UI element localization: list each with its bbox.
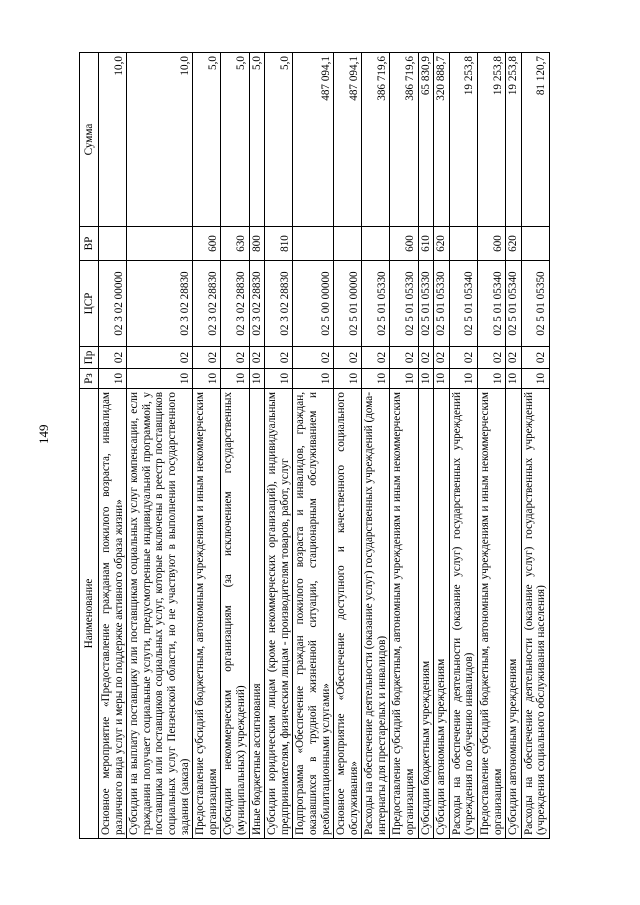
table-row (99, 53, 127, 839)
cell-rz: 10 (193, 369, 221, 389)
cell-name: Предоставление субсидий бюджетным, автономным учреждениям и иным некоммерческим организациям (478, 389, 506, 839)
cell-csr: 02 5 01 05330 (362, 261, 390, 347)
cell-csr: 02 5 01 05340 (506, 261, 522, 347)
cell-rz: 10 (390, 369, 418, 389)
cell-sum: 487 094,1 (293, 53, 334, 227)
cell-name: Подпрограмма «Обеспечение граждан пожилого возраста и инвалидов, граждан, оказавшихся в трудной жизненной ситуации, стационарным обслуживанием и реабилитационными услугами» (293, 389, 334, 839)
cell-name: Иные бюджетные ассигнования (249, 389, 265, 839)
cell-pr: 02 (127, 347, 193, 369)
cell-rz: 10 (362, 369, 390, 389)
cell-sum: 386 719,6 (390, 53, 418, 227)
cell-rz: 10 (334, 369, 362, 389)
header-row (80, 53, 99, 839)
cell-sum: 81 120,7 (521, 53, 549, 227)
cell-name: Субсидии на выплату поставщику или поставщикам социальных услуг компенсации, если гражданин получает социальные услуги, предусмотренные индивидуальной программой, у поставщика или поставщиков социальных услуг, которые включены в реестр поставщиков социальных услуг Пензенской области, но не участвуют в выполнении государственного задания (заказа) (127, 389, 193, 839)
cell-name: Расходы на обеспечение деятельности (оказание услуг) государственных учреждений (учреждения социального обслуживания населения) (521, 389, 549, 839)
cell-name: Субсидии автономным учреждениям (506, 389, 522, 839)
cell-csr: 02 5 01 05330 (418, 261, 434, 347)
cell-vr: 600 (193, 227, 221, 261)
cell-vr: 600 (478, 227, 506, 261)
cell-name: Расходы на обеспечение деятельности (оказание услуг) государственных учреждений (дома-интернаты для престарелых и инвалидов) (362, 389, 390, 839)
cell-rz: 10 (127, 369, 193, 389)
cell-csr: 02 5 01 05340 (449, 261, 477, 347)
cell-pr: 02 (478, 347, 506, 369)
page-number: 149 (36, 424, 51, 444)
table-row (478, 53, 506, 839)
cell-rz: 10 (221, 369, 249, 389)
cell-csr: 02 3 02 28830 (127, 261, 193, 347)
cell-sum: 19 253,8 (449, 53, 477, 227)
cell-sum: 5,0 (193, 53, 221, 227)
table-row (418, 53, 434, 839)
cell-vr (449, 227, 477, 261)
cell-csr: 02 3 02 28830 (249, 261, 265, 347)
cell-csr: 02 5 00 00000 (293, 261, 334, 347)
table-row (293, 53, 334, 839)
cell-sum: 10,0 (127, 53, 193, 227)
cell-csr: 02 3 02 00000 (99, 261, 127, 347)
cell-name: Расходы на обеспечение деятельности (оказание услуг) государственных учреждений (учреждения по обучению инвалидов) (449, 389, 477, 839)
table-row (127, 53, 193, 839)
cell-csr: 02 3 02 28830 (265, 261, 293, 347)
cell-vr: 600 (390, 227, 418, 261)
rotated-table-container (79, 53, 548, 839)
cell-pr: 02 (434, 347, 450, 369)
cell-pr: 02 (221, 347, 249, 369)
cell-csr: 02 5 01 05350 (521, 261, 549, 347)
cell-vr (127, 227, 193, 261)
table-row (265, 53, 293, 839)
header-pr: Пр (80, 347, 99, 369)
header-sum: Сумма (80, 53, 99, 227)
cell-name: Предоставление субсидий бюджетным, автономным учреждениям и иным некоммерческим организациям (390, 389, 418, 839)
cell-rz: 10 (478, 369, 506, 389)
cell-csr: 02 5 01 05330 (434, 261, 450, 347)
cell-vr: 800 (249, 227, 265, 261)
cell-sum: 5,0 (221, 53, 249, 227)
cell-csr: 02 3 02 28830 (221, 261, 249, 347)
cell-sum: 5,0 (249, 53, 265, 227)
cell-rz: 10 (249, 369, 265, 389)
header-rz: Рз (80, 369, 99, 389)
cell-rz: 10 (521, 369, 549, 389)
cell-csr: 02 5 01 05340 (478, 261, 506, 347)
table-row (434, 53, 450, 839)
cell-name: Основное мероприятие «Предоставление гражданам пожилого возраста, инвалидам различного вида услуг и меры по поддержке активного образа жизни» (99, 389, 127, 839)
table-row (521, 53, 549, 839)
table-row (334, 53, 362, 839)
table-row (249, 53, 265, 839)
cell-pr: 02 (99, 347, 127, 369)
cell-vr: 610 (418, 227, 434, 261)
cell-rz: 10 (418, 369, 434, 389)
cell-pr: 02 (193, 347, 221, 369)
cell-pr: 02 (390, 347, 418, 369)
cell-vr: 810 (265, 227, 293, 261)
cell-rz: 10 (506, 369, 522, 389)
table-row (193, 53, 221, 839)
cell-name: Субсидии некоммерческим организациям (за исключением государственных (муниципальных) учреждений) (221, 389, 249, 839)
cell-name: Субсидии автономным учреждениям (434, 389, 450, 839)
cell-rz: 10 (99, 369, 127, 389)
cell-name: Субсидии юридическим лицам (кроме некоммерческих организаций), индивидуальным предпринимателям, физическим лицам - производителям товаров, работ, услуг (265, 389, 293, 839)
cell-pr: 02 (265, 347, 293, 369)
cell-vr (293, 227, 334, 261)
cell-pr: 02 (293, 347, 334, 369)
cell-rz: 10 (434, 369, 450, 389)
cell-rz: 10 (293, 369, 334, 389)
cell-vr: 620 (506, 227, 522, 261)
table-row (390, 53, 418, 839)
cell-pr: 02 (334, 347, 362, 369)
header-vr: ВР (80, 227, 99, 261)
cell-sum: 65 830,9 (418, 53, 434, 227)
cell-rz: 10 (449, 369, 477, 389)
cell-sum: 487 094,1 (334, 53, 362, 227)
cell-sum: 320 888,7 (434, 53, 450, 227)
cell-pr: 02 (521, 347, 549, 369)
cell-pr: 02 (506, 347, 522, 369)
cell-vr (362, 227, 390, 261)
cell-sum: 10,0 (99, 53, 127, 227)
budget-table (79, 52, 550, 839)
table-row (449, 53, 477, 839)
cell-pr: 02 (249, 347, 265, 369)
cell-pr: 02 (449, 347, 477, 369)
cell-name: Субсидии бюджетным учреждениям (418, 389, 434, 839)
cell-pr: 02 (418, 347, 434, 369)
cell-sum: 5,0 (265, 53, 293, 227)
cell-rz: 10 (265, 369, 293, 389)
cell-vr (99, 227, 127, 261)
cell-csr: 02 5 01 00000 (334, 261, 362, 347)
cell-vr: 630 (221, 227, 249, 261)
cell-csr: 02 3 02 28830 (193, 261, 221, 347)
cell-vr (334, 227, 362, 261)
header-csr: ЦСР (80, 261, 99, 347)
cell-name: Основное мероприятие «Обеспечение доступного и качественного социального обслуживания» (334, 389, 362, 839)
table-row (506, 53, 522, 839)
table-row (221, 53, 249, 839)
table-row (362, 53, 390, 839)
cell-sum: 19 253,8 (506, 53, 522, 227)
cell-sum: 386 719,6 (362, 53, 390, 227)
cell-vr (521, 227, 549, 261)
cell-name: Предоставление субсидий бюджетным, автономным учреждениям и иным некоммерческим организациям (193, 389, 221, 839)
cell-sum: 19 253,8 (478, 53, 506, 227)
cell-vr: 620 (434, 227, 450, 261)
header-name: Наименование (80, 389, 99, 839)
cell-pr: 02 (362, 347, 390, 369)
cell-csr: 02 5 01 05330 (390, 261, 418, 347)
